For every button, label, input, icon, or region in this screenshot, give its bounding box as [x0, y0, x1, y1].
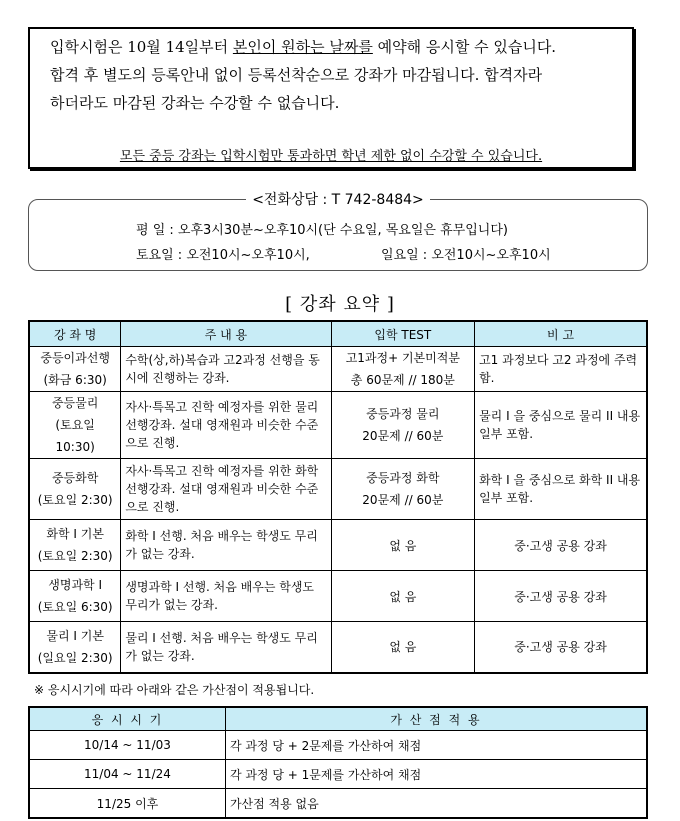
notice-line-1-highlight: 본인이 원하는 날짜를 [232, 38, 373, 56]
test-line-1: 중등과정 화학 [366, 471, 440, 485]
weekday-hours: 평 일 : 오후3시30분~오후10시(단 수요일, 목요일은 휴무입니다) [136, 223, 508, 238]
header-bonus: 가 산 점 적 용 [225, 707, 647, 731]
test-line-1: 중등과정 물리 [366, 407, 440, 421]
header-course-name: 강 좌 명 [29, 321, 121, 347]
header-test: 입학 TEST [331, 321, 475, 347]
table-row [29, 789, 647, 819]
header-period: 응 시 시 기 [29, 707, 225, 731]
course-remark: 중·고생 공용 강좌 [475, 571, 647, 622]
bonus-note: ※ 응시시기에 따라 아래와 같은 가산점이 적용됩니다. [34, 683, 315, 697]
bonus-cell: 각 과정 당 + 2문제를 가산하여 채점 [225, 731, 647, 760]
course-time: (화금 6:30) [43, 373, 107, 387]
header-content: 주 내 용 [121, 321, 331, 347]
notice-line-4: 모든 중등 강좌는 입학시험만 통과하면 학년 제한 없이 수강할 수 있습니다. [119, 149, 543, 164]
course-title: 중등이과선행 [40, 351, 110, 365]
notice-line-1-a: 입학시험은 10월 14일부터 [50, 38, 233, 56]
course-name [29, 347, 121, 392]
bonus-cell: 가산점 적용 없음 [225, 789, 647, 819]
sunday-hours: 일요일 : 오전10시~오후10시 [381, 248, 551, 263]
course-summary-table [28, 320, 648, 674]
course-name [29, 622, 121, 673]
course-time: (일요일 2:30) [37, 650, 113, 665]
course-test [331, 392, 475, 459]
course-desc: 자사·특목고 진학 예정자를 위한 화학 선행강좌. 설대 영재원과 비슷한 수준으로 진행. [121, 459, 331, 520]
test-line-2: 총 60문제 // 180분 [350, 373, 455, 387]
course-name [29, 392, 121, 459]
period-cell: 11/04 ~ 11/24 [29, 760, 225, 789]
course-remark: 화학 I 을 중심으로 화학 II 내용 일부 포함. [475, 459, 647, 520]
table-row [29, 520, 647, 571]
table-row [29, 571, 647, 622]
course-name [29, 459, 121, 520]
course-title: 물리 I 기본 [46, 628, 104, 643]
bonus-cell: 각 과정 당 + 1문제를 가산하여 채점 [225, 760, 647, 789]
table-row [29, 459, 647, 520]
table-row [29, 731, 647, 760]
phone-title [29, 189, 647, 209]
notice-line-3: 하더라도 마감된 강좌는 수강할 수 없습니다. [50, 94, 340, 112]
test-line-1: 고1과정+ 기본미적분 [345, 351, 460, 365]
course-title: 중등물리 [51, 396, 99, 410]
course-remark: 중·고생 공용 강좌 [475, 520, 647, 571]
course-name [29, 571, 121, 622]
bonus-header-row [29, 707, 647, 731]
notice-line-2: 합격 후 별도의 등록안내 없이 등록선착순으로 강좌가 마감됩니다. 합격자라 [50, 66, 543, 84]
table-row [29, 760, 647, 789]
course-desc: 수학(상,하)복습과 고2과정 선행을 동시에 진행하는 강좌. [121, 347, 331, 392]
course-desc: 자사·특목고 진학 예정자를 위한 물리 선행강좌. 설대 영재원과 비슷한 수준으로 진행. [121, 392, 331, 459]
section-title: [ 강좌 요약 ] [285, 294, 395, 315]
period-cell: 10/14 ~ 11/03 [29, 731, 225, 760]
course-remark: 물리 I 을 중심으로 물리 II 내용 일부 포함. [475, 392, 647, 459]
course-time: (토요일 10:30) [55, 418, 95, 454]
table-row [29, 622, 647, 673]
notice-box [28, 27, 634, 169]
table-row [29, 392, 647, 459]
course-title: 중등화학 [51, 471, 99, 485]
phone-consult-box [28, 192, 648, 271]
course-time: (토요일 2:30) [37, 549, 113, 563]
course-test: 없 음 [331, 571, 475, 622]
course-test [331, 347, 475, 392]
course-desc: 생명과학 I 선행. 처음 배우는 학생도 무리가 없는 강좌. [121, 571, 331, 622]
course-test: 없 음 [331, 520, 475, 571]
course-remark: 고1 과정보다 고2 과정에 주력함. [475, 347, 647, 392]
course-time: (토요일 2:30) [37, 493, 113, 507]
course-time: (토요일 6:30) [37, 600, 113, 614]
phone-title-text: <전화상담 : T 742-8484> [246, 192, 430, 208]
course-remark: 중·고생 공용 강좌 [475, 622, 647, 673]
header-remark: 비 고 [475, 321, 647, 347]
course-test [331, 459, 475, 520]
notice-line-1-c: 예약해 응시할 수 있습니다. [372, 38, 557, 56]
period-cell: 11/25 이후 [29, 789, 225, 819]
notice-line-1 [50, 36, 556, 57]
course-title: 생명과학 I [48, 578, 103, 592]
course-title: 화학 I 기본 [46, 527, 104, 541]
saturday-hours: 토요일 : 오전10시~오후10시, [136, 248, 310, 263]
course-test: 없 음 [331, 622, 475, 673]
test-line-2: 20문제 // 60분 [362, 429, 444, 443]
table-row [29, 347, 647, 392]
table-header-row [29, 321, 647, 347]
course-desc: 물리 I 선행. 처음 배우는 학생도 무리가 없는 강좌. [121, 622, 331, 673]
test-line-2: 20문제 // 60분 [362, 493, 444, 507]
course-desc: 화학 I 선행. 처음 배우는 학생도 무리가 없는 강좌. [121, 520, 331, 571]
bonus-table [28, 706, 648, 819]
course-name [29, 520, 121, 571]
